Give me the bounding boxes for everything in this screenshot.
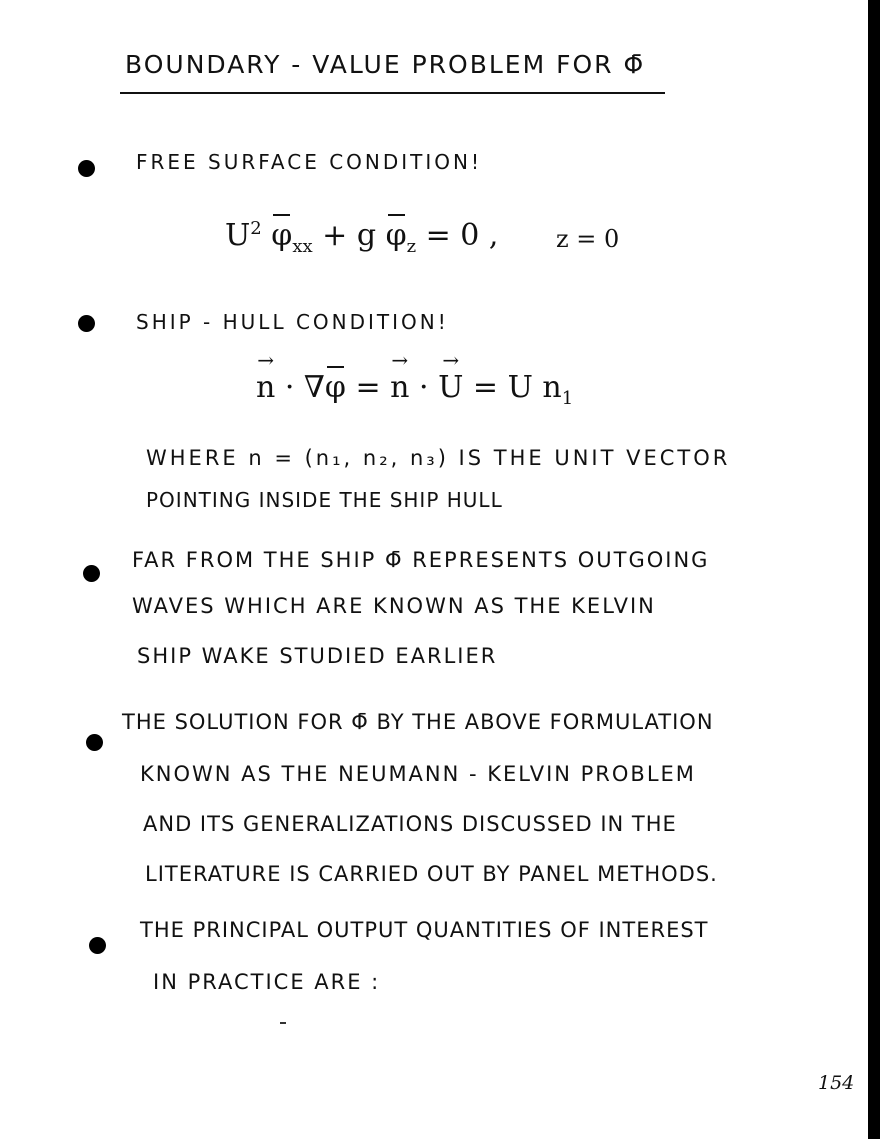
outputs-line-2: IN PRACTICE ARE : (153, 970, 381, 994)
eq-equals: = (345, 370, 391, 405)
eq-rhs: = 0 , (416, 218, 499, 253)
ship-hull-where-line-1: WHERE n = (n₁, n₂, n₃) IS THE UNIT VECTOR (146, 446, 731, 470)
eq-normal-vector-2: → n (390, 370, 409, 405)
page-title: BOUNDARY - VALUE PROBLEM FOR Φ̄ (125, 50, 646, 79)
eq-sub-z: z (406, 236, 417, 257)
bullet-far-field (83, 565, 100, 582)
eq-coeff: U (225, 218, 251, 253)
free-surface-heading: FREE SURFACE CONDITION! (136, 150, 483, 174)
bullet-ship-hull (78, 315, 95, 332)
eq-normal-vector: → n (256, 370, 275, 405)
ship-hull-where-line-2: POINTING INSIDE THE SHIP HULL (146, 488, 503, 512)
eq-sub-1: 1 (561, 388, 574, 409)
free-surface-equation (225, 218, 498, 257)
outputs-line-1: THE PRINCIPAL OUTPUT QUANTITIES OF INTEREST (140, 918, 709, 942)
eq-phi-bar: φ (324, 370, 346, 405)
solution-line-1: THE SOLUTION FOR Φ̄ BY THE ABOVE FORMULATION (122, 710, 714, 734)
eq-phi-bar-2: φ (385, 218, 407, 253)
far-field-line-3: SHIP WAKE STUDIED EARLIER (137, 644, 498, 668)
stray-mark (280, 1022, 286, 1024)
ship-hull-heading: SHIP - HULL CONDITION! (136, 310, 449, 334)
eq-rhs-un: = U n (463, 370, 562, 405)
bullet-solution (86, 734, 103, 751)
page-number: 154 (818, 1072, 855, 1094)
eq-dot: · (409, 370, 439, 405)
eq-velocity-vector: → U (438, 370, 463, 405)
eq-plus-g: + g (312, 218, 386, 253)
solution-line-3: AND ITS GENERALIZATIONS DISCUSSED IN THE (143, 812, 677, 836)
eq-dot-nabla: · ∇ (275, 370, 325, 405)
bullet-free-surface (78, 160, 95, 177)
ship-hull-equation (256, 370, 573, 409)
scan-edge-border (868, 0, 880, 1139)
eq-phi-bar-1: φ (271, 218, 293, 253)
solution-line-4: LITERATURE IS CARRIED OUT BY PANEL METHODS. (145, 862, 718, 886)
free-surface-z-condition: z = 0 (556, 225, 620, 253)
bullet-outputs (89, 937, 106, 954)
title-underline (120, 92, 665, 94)
eq-coeff-power: 2 (250, 218, 262, 239)
eq-sub-xx: xx (292, 236, 313, 257)
solution-line-2: KNOWN AS THE NEUMANN - KELVIN PROBLEM (140, 762, 696, 786)
far-field-line-1: FAR FROM THE SHIP Φ̄ REPRESENTS OUTGOING (132, 548, 710, 572)
far-field-line-2: WAVES WHICH ARE KNOWN AS THE KELVIN (132, 594, 656, 618)
